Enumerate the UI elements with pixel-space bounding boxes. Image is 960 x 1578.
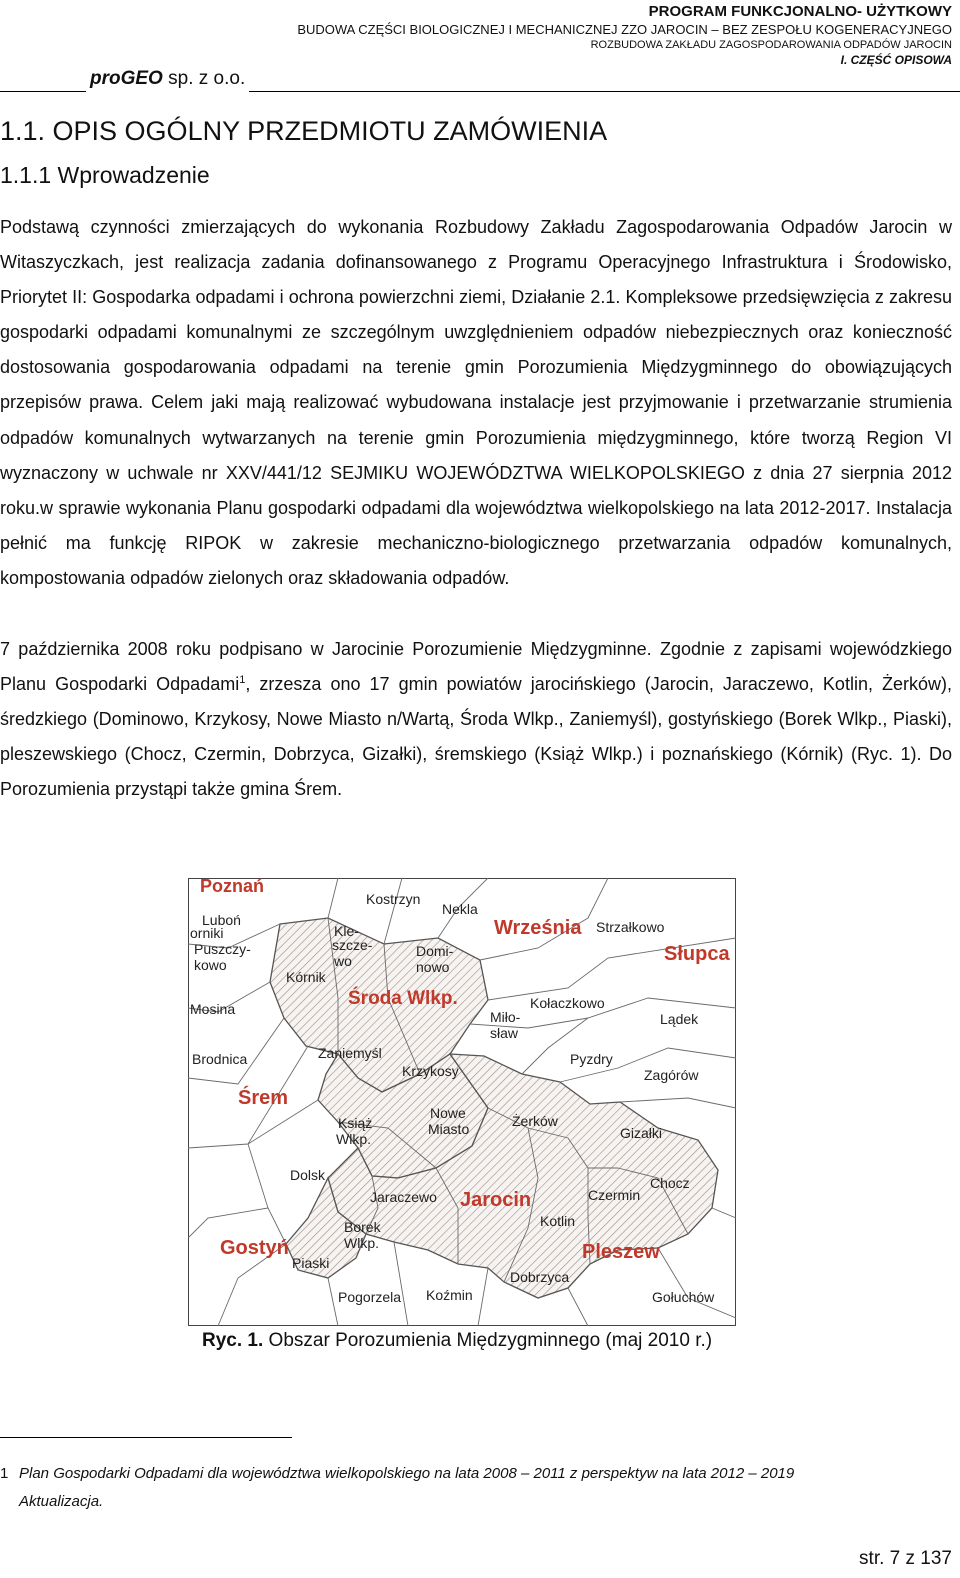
map-label-ksiaz-2: Wlkp. — [336, 1131, 371, 1147]
map-label-ladek: Lądek — [660, 1011, 699, 1027]
map-label-zagorow: Zagórów — [644, 1067, 699, 1083]
figure-caption-text: Obszar Porozumienia Międzygminnego (maj 2010 r.) — [263, 1330, 713, 1351]
map-label-lubon: Luboń — [202, 912, 241, 928]
map-label-pleszew: Pleszew — [582, 1241, 660, 1263]
map-label-zerkow: Żerków — [512, 1113, 558, 1129]
map-label-nowe-miasto-1: Nowe — [430, 1105, 466, 1121]
footnote — [0, 1460, 900, 1516]
map-label-slupca: Słupca — [664, 943, 730, 965]
section-heading: 1.1. OPIS OGÓLNY PRZEDMIOTU ZAMÓWIENIA — [0, 116, 608, 146]
map-label-gostyn: Gostyń — [220, 1237, 289, 1259]
figure-label: Ryc. 1. — [202, 1330, 264, 1351]
map-label-nekla: Nekla — [442, 901, 478, 917]
footnote-text: Plan Gospodarki Odpadami dla województwa wielkopolskiego na lata 2008 – 2011 z perspektyw na lata 2012 – 2019 — [19, 1465, 795, 1482]
footnote-reference[interactable]: 1 — [239, 674, 246, 687]
map-label-zaniemysl: Zaniemyśl — [318, 1045, 382, 1061]
map-label-kleszczewo-3: wo — [334, 953, 352, 969]
map-label-strzalkowo: Strzałkowo — [596, 919, 665, 935]
map-label-dominowo-1: Domi- — [416, 943, 454, 959]
map-label-nowe-miasto-2: Miasto — [428, 1121, 470, 1137]
map-label-goluchow: Gołuchów — [652, 1289, 715, 1305]
paragraph-2-part-b: , zrzesza ono 17 gmin powiatów jarocińskiego (Jarocin, Jaraczewo, Kotlin, Żerków), średzkiego (Dominowo, Krzykosy, Nowe Miasto n/Wartą, Środa Wlkp., Zaniemyśl), gostyńskiego (Borek Wlkp., Piaski), pleszewskiego (Chocz, Czermin, Dobrzyca, Gizałki), śremskiego (Książ Wlkp.) i poznańskiego (Kórnik) (Ryc. 1). Do Porozumienia przystąpi także gmina Śrem. — [0, 674, 953, 800]
map-label-chocz: Chocz — [650, 1175, 690, 1191]
project-title: BUDOWA CZĘŚCI BIOLOGICZNEJ I MECHANICZNEJ ZZO JAROCIN – BEZ ZESPOŁU KOGENERACYJNEGO — [297, 22, 952, 37]
map-label-kostrzyn: Kostrzyn — [366, 891, 421, 907]
region-map — [188, 878, 736, 1326]
map-label-mosina: Mosina — [190, 1001, 236, 1017]
map-label-kotlin: Kotlin — [540, 1213, 576, 1229]
map-label-kleszczewo-2: szcze- — [332, 937, 373, 953]
map-label-srem: Śrem — [238, 1087, 289, 1109]
map-label-sroda: Środa Wlkp. — [348, 988, 458, 1009]
map-label-dolsk: Dolsk — [290, 1167, 326, 1183]
map-label-miloslaw-1: Miło- — [490, 1009, 521, 1025]
map-label-orniki: orniki — [190, 925, 224, 941]
map-label-kleszczewo-1: Kle- — [334, 923, 359, 939]
paragraph-2-part-a: 7 października 2008 roku podpisano w Jarocinie Porozumienie Międzygminne. Zgodnie z zapisami wojewódzkiego Planu Gospodarki Odpadami — [0, 639, 952, 695]
subsection-heading: 1.1.1 Wprowadzenie — [0, 162, 210, 188]
footnote-rule — [0, 1437, 292, 1438]
map-label-krzykosy: Krzykosy — [402, 1063, 459, 1079]
map-label-miloslaw-2: sław — [490, 1025, 519, 1041]
map-label-brodnica: Brodnica — [192, 1051, 248, 1067]
map-label-borek-1: Borek — [344, 1219, 381, 1235]
map-label-ksiaz-1: Książ — [338, 1115, 373, 1131]
paragraph-1: Podstawą czynności zmierzających do wykonania Rozbudowy Zakładu Zagospodarowania Odpadów Jarocin w Witaszyczkach, jest realizacja zadania dofinansowanego z Programu Operacyjnego Infrastruktura i Środowisko, Priorytet II: Gospodarka odpadami i ochrona powierzchni ziemi, Działanie 2.1. Kompleksowe przedsięwzięcia z zakresu gospodarki odpadami komunalnymi ze szczególnym uwzględnieniem odpadów niebezpiecznych oraz konieczność dostosowania gospodarowania odpadami na terenie gmin Porozumienia Międzygminnego do obowiązujących przepisów prawa. Celem jaki mają realizować wybudowana instalacje jest przyjmowanie i przetwarzanie strumienia odpadów komunalnych wytwarzanych na terenie gmin Porozumienia międzygminnego, które tworzą Region VI wyznaczony w uchwale nr XXV/441/12 SEJMIKU WOJEWÓDZTWA WIELKOPOLSKIEGO z dnia 27 sierpnia 2012 roku.w sprawie wykonania Planu gospodarki odpadami dla województwa wielkopolskiego na lata 2012-2017. Instalacja pełnić ma funkcję RIPOK w zakresie mechaniczno-biologicznego przetwarzania odpadów komunalnych, kompostowania odpadów zielonych oraz składowania odpadów. — [0, 217, 952, 588]
map-label-puszczykowo-2: kowo — [194, 957, 227, 973]
figure-caption — [202, 1330, 712, 1352]
map-label-dominowo-2: nowo — [416, 959, 450, 975]
company-logo — [86, 64, 249, 94]
map-label-gizalki: Gizałki — [620, 1125, 663, 1141]
map-label-kornik: Kórnik — [286, 969, 326, 985]
map-label-dobrzyca: Dobrzyca — [510, 1269, 570, 1285]
page-number: str. 7 z 137 — [859, 1548, 952, 1569]
map-label-kolaczkowo: Kołaczkowo — [530, 995, 605, 1011]
map-label-borek-2: Wlkp. — [344, 1235, 379, 1251]
footnote-number: 1 — [0, 1465, 9, 1482]
footnote-text-cont: Aktualizacja. — [19, 1493, 104, 1510]
map-label-jarocin: Jarocin — [460, 1189, 532, 1211]
company-suffix: sp. z o.o. — [162, 68, 246, 89]
map-label-pogorzela: Pogorzela — [338, 1289, 402, 1305]
map-label-czermin: Czermin — [588, 1187, 641, 1203]
map-label-wrzesnia: Września — [494, 917, 582, 939]
document-part: I. CZĘŚĆ OPISOWA — [840, 53, 952, 67]
paragraph-2 — [0, 632, 952, 807]
company-brand: proGEO — [90, 68, 163, 89]
subproject-title: ROZBUDOWA ZAKŁADU ZAGOSPODAROWANIA ODPADÓW JAROCIN — [590, 39, 952, 51]
map-label-piaski: Piaski — [292, 1255, 330, 1271]
map-label-puszczykowo-1: Puszczy- — [194, 941, 251, 957]
map-label-jaraczewo: Jaraczewo — [370, 1189, 437, 1205]
map-label-pyzdry: Pyzdry — [570, 1051, 613, 1067]
map-label-kozmin: Koźmin — [426, 1287, 473, 1303]
map-label-poznan: Poznań — [200, 878, 265, 896]
program-title: PROGRAM FUNKCJONALNO- UŻYTKOWY — [648, 3, 952, 20]
